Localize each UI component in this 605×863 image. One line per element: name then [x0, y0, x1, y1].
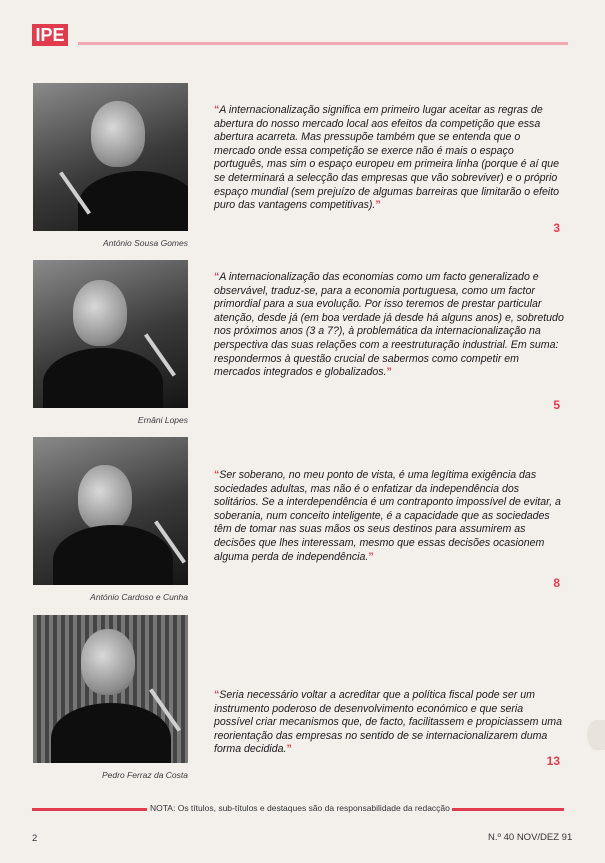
- issue-label: N.º 40 NOV/DEZ 91: [488, 832, 573, 843]
- quote-body: A internacionalização das economias como um facto generalizado e observável, traduz-se, para a economia portuguesa, como um factor primordial para a sua evolução. Por isso teremos de prestar particular atenção, desde já (em boa verdade já desde há alguns anos) e, sobretudo nos próximos anos (3 a 7?), à problemática da internacionalização na perspectiva das suas relações com a reestruturação industrial. Em suma: respondermos à questão crucial de sabermos como competir em mercados integrados e globalizados.: [214, 271, 564, 379]
- photo-caption: António Cardoso e Cunha: [90, 592, 188, 602]
- close-quote-mark: ”: [386, 366, 392, 379]
- quote-text: [214, 689, 564, 757]
- open-quote-mark: “: [214, 104, 220, 116]
- quote-body: Ser soberano, no meu ponto de vista, é uma legítima exigência das sociedades adultas, mas não é o enfatizar da independência dos solitários. Se a interdependência é um contraponto impossível de evitar, a soberania, num conceito inteligente, é a capacidade que as sociedades têm de tomar nas suas mãos os seus destinos para assumirem as decisões que lhes interessam, mesmo que essas decisões ocasionem alguma perda de independência.: [214, 469, 561, 563]
- photo-caption: António Sousa Gomes: [102, 238, 188, 248]
- footer-rule-right: [452, 808, 564, 811]
- portrait-photo: [33, 437, 188, 585]
- open-quote-mark: “: [214, 469, 220, 481]
- quote-body: Seria necessário voltar a acreditar que a política fiscal pode ser um instrumento poderoso de desenvolvimento económico e que seria possível criar mecanismos que, de facto, facilitassem e propiciassem uma reorientação das empresas no sentido de se internacionalizarem duma forma decidida.: [214, 689, 562, 756]
- header-rule: [78, 42, 568, 45]
- portrait-photo: [33, 83, 188, 231]
- page-reference: 8: [553, 576, 560, 590]
- footer-rule-left: [32, 808, 147, 811]
- page-reference: 5: [553, 398, 560, 412]
- portrait-photo: [33, 615, 188, 763]
- open-quote-mark: “: [214, 271, 220, 283]
- page-reference: 13: [546, 754, 560, 768]
- editorial-note: NOTA: Os títulos, sub-títulos e destaques são da responsabilidade da redacção: [150, 803, 450, 813]
- open-quote-mark: “: [214, 689, 220, 701]
- page-fold-shadow: [587, 720, 605, 750]
- close-quote-mark: ”: [375, 199, 381, 212]
- portrait-photo: [33, 260, 188, 408]
- photo-caption: Ernâni Lopes: [137, 415, 188, 425]
- page-number: 2: [32, 833, 38, 844]
- page-reference: 3: [553, 221, 560, 235]
- quote-text: [214, 104, 564, 213]
- quote-text: [214, 271, 564, 380]
- ipe-logo: IPE: [32, 24, 68, 46]
- photo-caption: Pedro Ferraz da Costa: [102, 770, 188, 780]
- close-quote-mark: ”: [286, 743, 292, 756]
- quote-body: A internacionalização significa em primeiro lugar aceitar as regras de abertura do nosso mercado local aos efeitos da competição que essa abertura acarreta. Mas pressupõe também que se entenda que o mercado onde essa competição se exerce não é mais o espaço português, mas sim o espaço europeu em primeira linha (porque é aí que se determinará a selecção das empresas que vão sobreviver) e o próprio espaço mundial (sem prejuízo de algumas barreiras que limitarão o efeito puro das vantagens competitivas).: [214, 104, 560, 212]
- quote-text: [214, 469, 564, 564]
- close-quote-mark: ”: [368, 550, 374, 563]
